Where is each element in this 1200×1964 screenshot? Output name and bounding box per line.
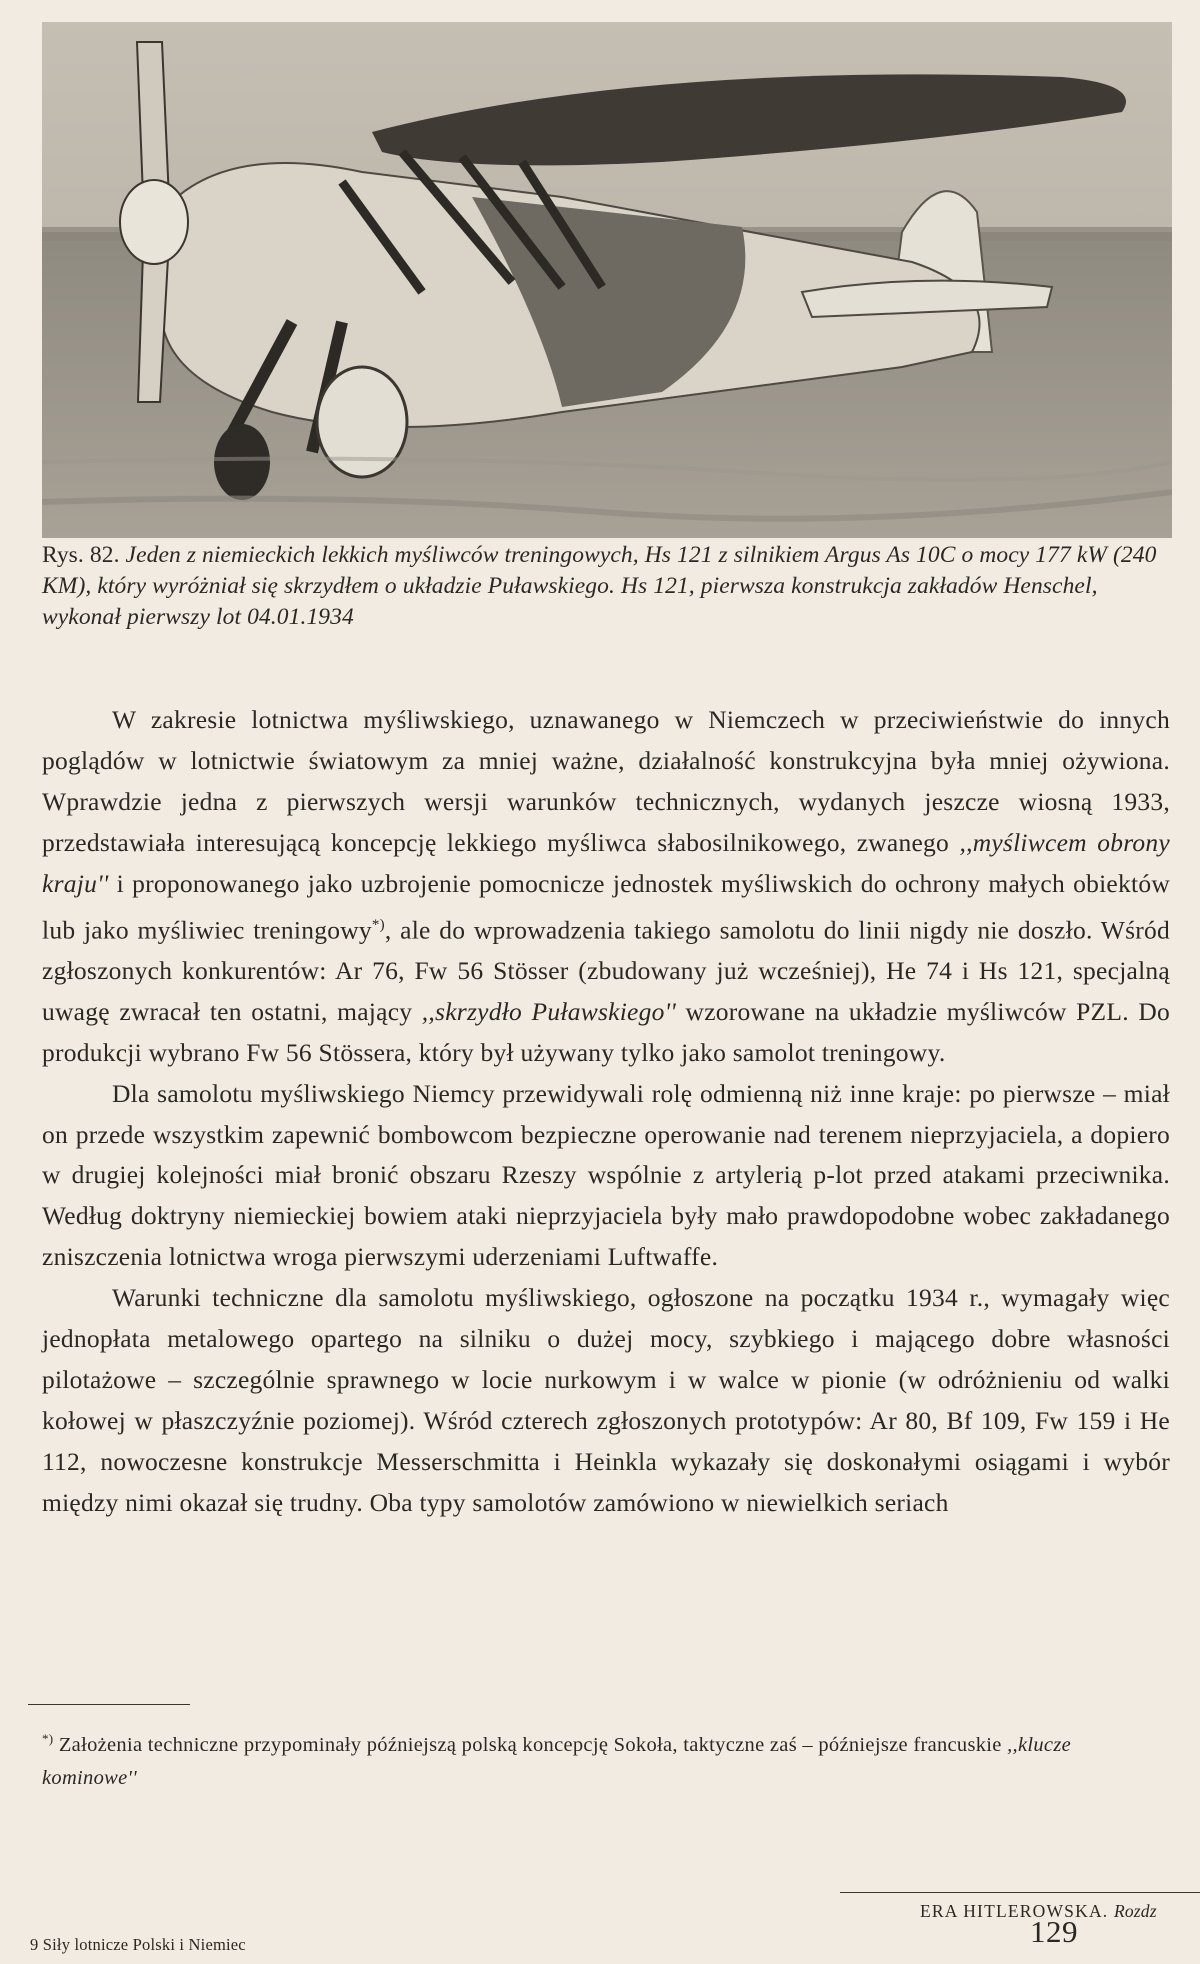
footnote-term: ,,klucze kominowe'' xyxy=(42,1733,1071,1789)
footnote xyxy=(42,1722,1170,1795)
running-head-rule xyxy=(840,1892,1200,1893)
term-myśliwiec-obrony-kraju: ,,myśliwcem obrony kraju'' xyxy=(42,827,1170,898)
p1-text-c: , ale do wprowadzenia takiego samolotu do linii nigdy nie doszło. Wśród zgłoszonych konkurentów: Ar 76, Fw 56 Stösser (zbudowany już wcześniej), He 74 i Hs 121, specjalną uwagę zwracał ten ostatni, mający xyxy=(42,915,1170,1026)
footnote-text: Założenia techniczne przypominały późniejszą polską koncepcję Sokoła, taktyczne zaś – późniejsze francuskie xyxy=(53,1733,1008,1756)
aircraft-photo xyxy=(42,22,1172,538)
running-head-label: ERA HITLEROWSKA. xyxy=(920,1901,1109,1921)
paragraph-2: Dla samolotu myśliwskiego Niemcy przewidywali rolę odmienną niż inne kraje: po pierwsze – miał on przede wszystkim zapewnić bombowcom bezpieczne operowanie nad terenem nieprzyjaciela, a dopiero w drugiej kolejności miał bronić obszaru Rzeszy wspólnie z artylerią p-lot przed atakami przeciwnika. Według doktryny niemieckiej bowiem ataki nieprzyjaciela były mało prawdopodobne wobec zakładanego zniszczenia lotnictwa wroga pierwszymi uderzeniami Luftwaffe. xyxy=(42,1078,1170,1272)
signature-line: 9 Siły lotnicze Polski i Niemiec xyxy=(30,1935,246,1954)
airplane-illustration xyxy=(42,22,1172,538)
p1-text-d: wzorowane na układzie myśliwców PZL. Do produkcji wybrano Fw 56 Stössera, który był używany tylko jako samolot treningowy. xyxy=(42,996,1171,1067)
caption-text: Jeden z niemieckich lekkich myśliwców treningowych, Hs 121 z silnikiem Argus As 10C o mocy 177 kW (240 KM), który wyróżniał się skrzydłem o układzie Puławskiego. Hs 121, pierwsza konstrukcja zakładów Henschel, wykonał pierwszy lot 04.01.1934 xyxy=(42,542,1157,630)
term-skrzydło-puławskiego: ,,skrzydło Puławskiego'' xyxy=(421,996,677,1026)
footnote-reference[interactable]: *) xyxy=(371,916,385,933)
caption-number: Rys. 82. xyxy=(42,542,120,568)
p1-text-b: i proponowanego jako uzbrojenie pomocnicze jednostek myśliwskich do ochrony małych obiektów lub jako myśliwiec treningowy xyxy=(42,868,1170,945)
paragraph-1 xyxy=(42,700,1170,1074)
footnote-divider xyxy=(28,1704,190,1705)
paragraph-3: Warunki techniczne dla samolotu myśliwskiego, ogłoszone na początku 1934 r., wymagały więc jednopłata metalowego opartego na silniku o dużej mocy, szybkiego i mającego dobre własności pilotażowe – szczególnie sprawnego w locie nurkowym i w walce w pionie (w odróżnieniu od walki kołowej w płaszczyźnie poziomej). Wśród czterech zgłoszonych prototypów: Ar 80, Bf 109, Fw 159 i He 112, nowoczesne konstrukcje Messerschmitta i Heinkla wykazały się doskonałymi osiągami i wybór między nimi okazał się trudny. Oba typy samolotów zamówiono w niewielkich seriach xyxy=(42,1283,1170,1517)
footnote-mark: *) xyxy=(42,1731,54,1746)
main-text xyxy=(42,700,1170,1524)
p1-text-a: W zakresie lotnictwa myśliwskiego, uznawanego w Niemczech w przeciwieństwie do innych poglądów w lotnictwie światowym za mniej ważne, działalność konstrukcyjna była mniej ożywiona. Wprawdzie jedna z pierwszych wersji warunków technicznych, wydanych jeszcze wiosną 1933, przedstawiała interesującą koncepcję lekkiego myśliwca słabosilnikowego, zwanego xyxy=(42,705,1170,857)
page-number: 129 xyxy=(1030,1914,1078,1949)
running-head-cut: Rozdz xyxy=(1113,1901,1157,1921)
figure-caption xyxy=(42,540,1172,633)
